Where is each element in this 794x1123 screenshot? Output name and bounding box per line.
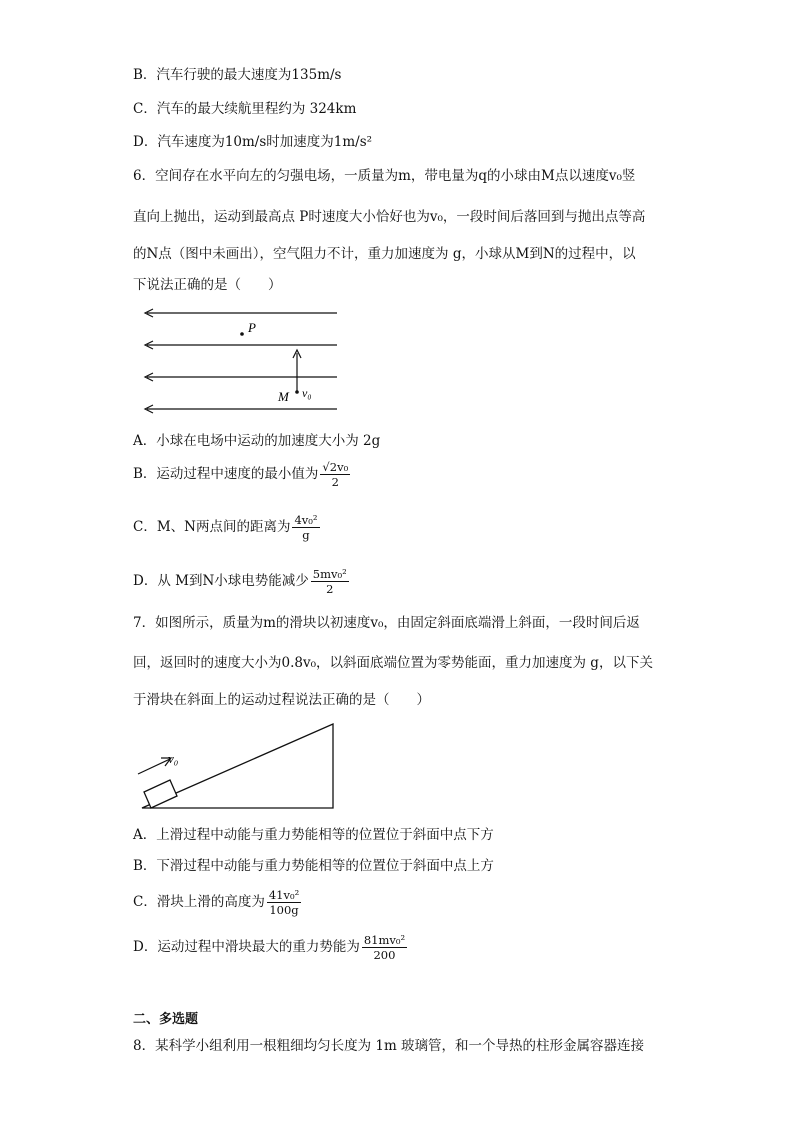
q6-stem-line2: 直向上抛出，运动到最高点 P时速度大小恰好也为v₀，一段时间后落回到与抛出点等高 — [133, 209, 646, 225]
q6-option-c-text: C．M、N两点间的距离为 — [133, 519, 291, 535]
q7-option-b: B．下滑过程中动能与重力势能相等的位置位于斜面中点上方 — [133, 858, 494, 874]
q7-option-c — [133, 888, 301, 917]
q7-stem-line3: 于滑块在斜面上的运动过程说法正确的是（ ） — [133, 692, 430, 708]
label-v0: v₀ — [168, 751, 179, 766]
q6-stem-line4: 下说法正确的是（ ） — [133, 277, 282, 293]
q6-option-b — [133, 460, 350, 489]
q5-option-b: B．汽车行驶的最大速度为135m/s — [133, 67, 342, 83]
q6-option-b-fraction — [320, 460, 350, 489]
fraction-denominator: 2 — [326, 582, 334, 596]
section-title: 二、多选题 — [133, 1012, 199, 1027]
label-v0: v₀ — [302, 386, 312, 400]
q6-option-d — [133, 567, 349, 596]
q5-option-d: D．汽车速度为10m/s时加速度为1m/s² — [133, 134, 373, 150]
q6-stem-line3: 的N点（图中未画出），空气阻力不计，重力加速度为 g，小球从M到N的过程中，以 — [133, 246, 636, 262]
fraction-numerator: 4v₀² — [294, 513, 318, 527]
fraction-denominator: 2 — [331, 475, 339, 489]
q7-option-d-text: D．运动过程中滑块最大的重力势能为 — [133, 939, 360, 955]
q7-incline-diagram — [130, 720, 345, 820]
q7-stem-line2: 回，返回时的速度大小为0.8v₀，以斜面底端位置为零势能面，重力加速度为 g，以下关 — [133, 655, 653, 671]
fraction-numerator: 41v₀² — [268, 888, 300, 902]
fraction-denominator: 100g — [269, 903, 299, 917]
q6-option-a: A．小球在电场中运动的加速度大小为 2g — [133, 433, 381, 449]
q7-option-c-fraction — [267, 888, 301, 917]
q7-option-d — [133, 933, 407, 962]
q6-option-d-text: D．从 M到N小球电势能减少 — [133, 573, 309, 589]
q7-option-d-fraction — [362, 933, 407, 962]
fraction-numerator: 81mv₀² — [363, 933, 406, 947]
slider-block — [144, 780, 177, 808]
q8-stem-line1: 8．某科学小组利用一根粗细均匀长度为 1m 玻璃管，和一个导热的柱形金属容器连接 — [133, 1038, 645, 1054]
fraction-denominator: 200 — [373, 948, 396, 962]
q7-option-a: A．上滑过程中动能与重力势能相等的位置位于斜面中点下方 — [133, 827, 494, 843]
q6-option-c — [133, 513, 320, 542]
label-m: M — [278, 389, 289, 404]
q7-option-c-text: C．滑块上滑的高度为 — [133, 894, 265, 910]
q5-option-c: C．汽车的最大续航里程约为 324km — [133, 101, 357, 117]
q6-option-c-fraction — [292, 513, 319, 542]
fraction-denominator: g — [302, 528, 310, 542]
q6-option-d-fraction — [311, 567, 349, 596]
fraction-numerator: 5mv₀² — [312, 567, 347, 581]
initial-velocity-arrow — [138, 759, 170, 774]
point-m-dot — [295, 390, 299, 394]
q6-option-b-text: B．运动过程中速度的最小值为 — [133, 466, 319, 482]
point-p-dot — [240, 332, 244, 336]
label-p: P — [248, 320, 256, 335]
fraction-numerator: √2v₀ — [322, 460, 349, 474]
q6-stem-line1: 6．空间存在水平向左的匀强电场，一质量为m，带电量为q的小球由M点以速度v₀竖 — [133, 168, 636, 184]
q7-stem-line1: 7．如图所示，质量为m的滑块以初速度v₀，由固定斜面底端滑上斜面，一段时间后返 — [133, 615, 640, 631]
q6-field-diagram — [135, 303, 355, 418]
